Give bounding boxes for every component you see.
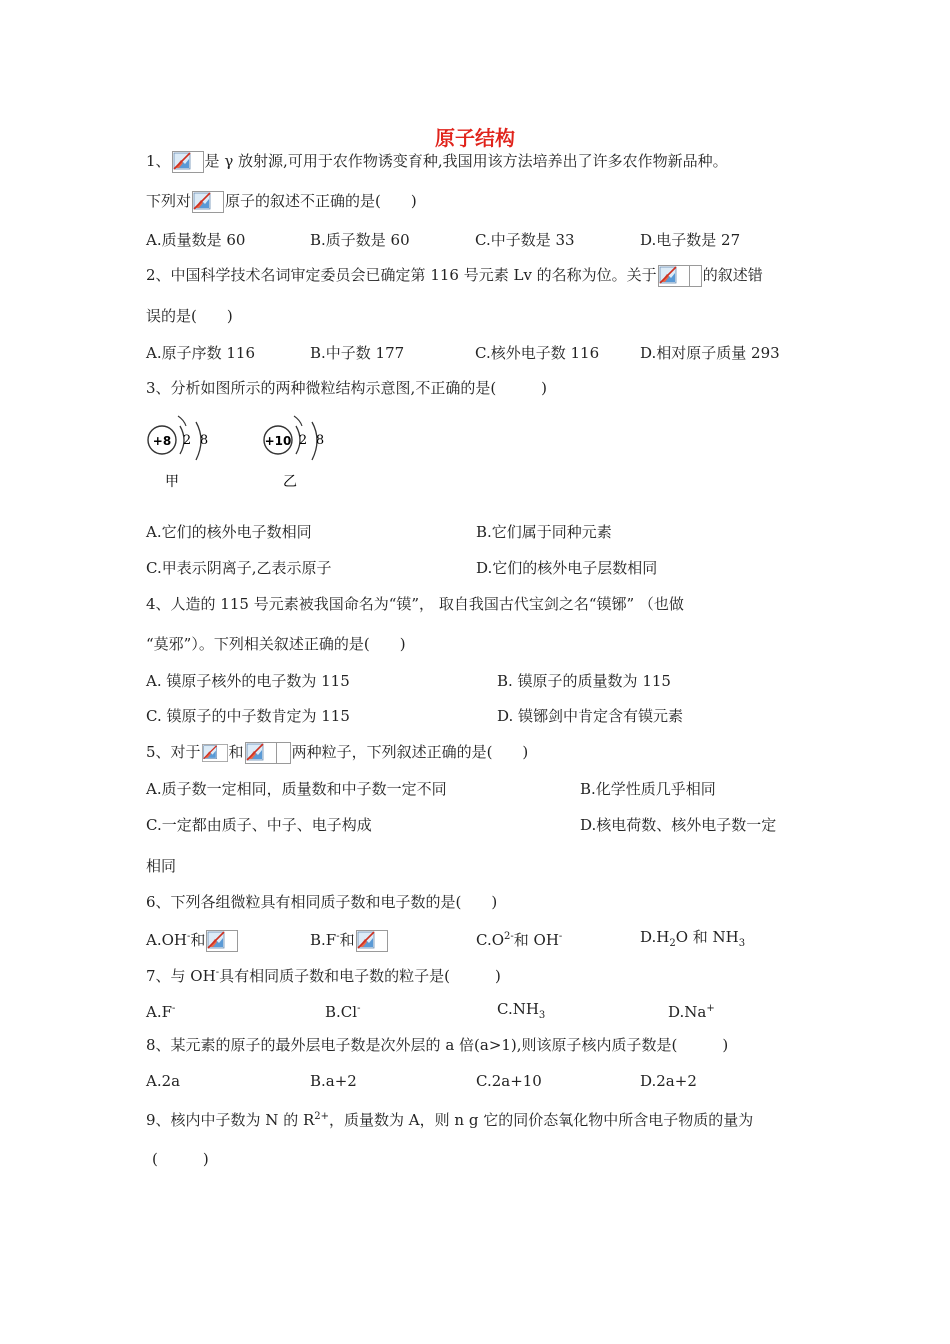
q7-a-sup: - bbox=[172, 1003, 176, 1014]
question-6-stem: 6、下列各组微粒具有相同质子数和电子数的是( ) bbox=[146, 893, 498, 911]
q6-option-a bbox=[146, 926, 239, 948]
q5-option-d-continuation: 相同 bbox=[146, 857, 177, 875]
q4-option-d: D. 镆铘剑中肯定含有镆元素 bbox=[497, 707, 684, 725]
q1-option-d: D.电子数是 27 bbox=[640, 231, 741, 249]
q2-stem: 2、中国科学技术名词审定委员会已确定第 116 号元素 Lv 的名称为位。关于 bbox=[146, 266, 657, 284]
particle-image-icon bbox=[356, 930, 388, 952]
q5-option-c: C.一定都由质子、中子、电子构成 bbox=[146, 816, 372, 834]
q7-option-b bbox=[325, 998, 360, 1020]
q1-stem-b-pre: 下列对 bbox=[146, 192, 192, 210]
q6-a-text: A.OH bbox=[146, 931, 187, 949]
yi-shell-2: 8 bbox=[315, 433, 325, 448]
q7-option-d bbox=[668, 998, 715, 1020]
q2-option-c: C.核外电子数 116 bbox=[475, 344, 600, 362]
jia-label: 甲 bbox=[165, 474, 179, 490]
question-2-line-1 bbox=[146, 264, 763, 286]
q8-option-c: C.2a+10 bbox=[476, 1072, 542, 1090]
yi-shell-1: 2 bbox=[298, 433, 308, 448]
q5-and: 和 bbox=[228, 743, 244, 761]
q1-number: 1、 bbox=[146, 152, 171, 170]
diagram-jia bbox=[148, 416, 208, 490]
q7-pre: 7、与 OH bbox=[146, 967, 216, 985]
q5-stem-post: 两种粒子，下列叙述正确的是( ) bbox=[291, 743, 529, 761]
q6-option-b bbox=[310, 926, 389, 948]
q7-post: 具有相同质子数和电子数的粒子是( ) bbox=[219, 967, 501, 985]
q6-c-text: C.O bbox=[476, 931, 505, 949]
q9-sup: 2+ bbox=[314, 1111, 330, 1122]
q8-option-b: B.a+2 bbox=[310, 1072, 357, 1090]
yi-label: 乙 bbox=[283, 474, 297, 490]
q3-option-d: D.它们的核外电子层数相同 bbox=[476, 559, 658, 577]
yi-nucleus: +10 bbox=[264, 434, 292, 448]
q6-a-and: 和 bbox=[190, 931, 206, 949]
q7-sup: - bbox=[215, 967, 220, 978]
q9-pre: 9、核内中子数为 N 的 R bbox=[146, 1111, 315, 1129]
q6-d-text: D.H bbox=[640, 928, 670, 946]
q2-option-d: D.相对原子质量 293 bbox=[640, 344, 780, 362]
q6-c-mid: 和 OH bbox=[513, 931, 559, 949]
q5-option-a: A.质子数一定相同，质量数和中子数一定不同 bbox=[146, 780, 447, 798]
q7-c-sub: 3 bbox=[538, 1010, 546, 1021]
q7-d-text: D.Na bbox=[668, 1003, 707, 1021]
q6-d-mid: O 和 NH bbox=[675, 928, 739, 946]
particle-image-icon bbox=[202, 742, 228, 764]
q5-option-d: D.核电荷数、核外电子数一定 bbox=[580, 816, 777, 834]
q7-option-a bbox=[146, 998, 175, 1020]
q8-option-a: A.2a bbox=[146, 1072, 181, 1090]
q6-c-sup2: - bbox=[558, 931, 563, 942]
q7-option-c bbox=[497, 998, 545, 1020]
particle-image-icon bbox=[206, 930, 238, 952]
q6-b-text: B.F bbox=[310, 931, 337, 949]
q3-option-c: C.甲表示阴离子,乙表示原子 bbox=[146, 559, 332, 577]
page-title: 原子结构 bbox=[435, 126, 515, 150]
q6-option-c bbox=[476, 926, 562, 948]
atomic-structure-diagram bbox=[140, 412, 340, 492]
q9-post: ，质量数为 A，则 n g 它的同价态氧化物中所含电子物质的量为 bbox=[329, 1111, 754, 1129]
jia-nucleus: +8 bbox=[152, 434, 172, 448]
q1-option-b: B.质子数是 60 bbox=[310, 231, 410, 249]
q6-a-sup: - bbox=[186, 931, 191, 942]
question-7-stem bbox=[146, 962, 501, 984]
isotope-image-icon bbox=[192, 191, 224, 213]
q1-option-c: C.中子数是 33 bbox=[475, 231, 575, 249]
q2-stem-post: 的叙述错 bbox=[702, 266, 763, 284]
q7-a-text: A.F bbox=[146, 1003, 173, 1021]
q7-b-text: B.Cl bbox=[325, 1003, 358, 1021]
diagram-yi bbox=[264, 416, 324, 490]
question-9-line-1 bbox=[146, 1106, 753, 1128]
q5-option-b: B.化学性质几乎相同 bbox=[580, 780, 716, 798]
q6-d-sub: 2 bbox=[669, 938, 676, 949]
q6-b-and: 和 bbox=[339, 931, 355, 949]
q6-b-sup: - bbox=[336, 931, 340, 942]
question-4-line-2: “莫邪”）。下列相关叙述正确的是( ) bbox=[146, 635, 406, 653]
question-8-stem: 8、某元素的原子的最外层电子数是次外层的 a 倍(a>1),则该原子核内质子数是( ) bbox=[146, 1036, 729, 1054]
q1-stem-b-post: 原子的叙述不正确的是( ) bbox=[225, 192, 417, 210]
q6-d-sub2: 3 bbox=[738, 938, 746, 949]
q3-option-a: A.它们的核外电子数相同 bbox=[146, 523, 312, 541]
q6-c-sup: 2- bbox=[504, 931, 514, 942]
q4-option-a: A. 镆原子核外的电子数为 115 bbox=[146, 672, 350, 690]
question-4-line-1: 4、人造的 115 号元素被我国命名为“镆”， 取自我国古代宝剑之名“镆铘” （也做 bbox=[146, 595, 684, 613]
q8-option-d: D.2a+2 bbox=[640, 1072, 697, 1090]
q2-option-a: A.原子序数 116 bbox=[146, 344, 255, 362]
q5-prefix: 5、对于 bbox=[146, 743, 201, 761]
q3-option-b: B.它们属于同种元素 bbox=[476, 523, 612, 541]
isotope-image-icon bbox=[658, 265, 702, 287]
question-3-stem: 3、分析如图所示的两种微粒结构示意图,不正确的是( ) bbox=[146, 379, 548, 397]
q4-option-c: C. 镆原子的中子数肯定为 115 bbox=[146, 707, 350, 725]
question-9-line-2: ( ) bbox=[152, 1150, 209, 1168]
q4-option-b: B. 镆原子的质量数为 115 bbox=[497, 672, 671, 690]
q1-stem: 是 γ 放射源,可用于农作物诱变育种,我国用该方法培养出了许多农作物新品种。 bbox=[204, 152, 728, 170]
particle-image-icon bbox=[245, 742, 291, 764]
q7-d-sup: + bbox=[706, 1003, 715, 1014]
question-5-stem bbox=[146, 741, 528, 763]
q2-option-b: B.中子数 177 bbox=[310, 344, 405, 362]
jia-shell-1: 2 bbox=[182, 433, 192, 448]
isotope-image-icon bbox=[172, 151, 204, 173]
question-2-line-2: 误的是( ) bbox=[146, 307, 233, 325]
q7-c-text: C.NH bbox=[497, 1000, 539, 1018]
jia-shell-2: 8 bbox=[199, 433, 209, 448]
q6-option-d bbox=[640, 926, 745, 948]
q1-option-a: A.质量数是 60 bbox=[146, 231, 246, 249]
q7-b-sup: - bbox=[357, 1003, 361, 1014]
question-1-line-1 bbox=[146, 150, 728, 172]
question-1-line-2 bbox=[146, 190, 417, 212]
